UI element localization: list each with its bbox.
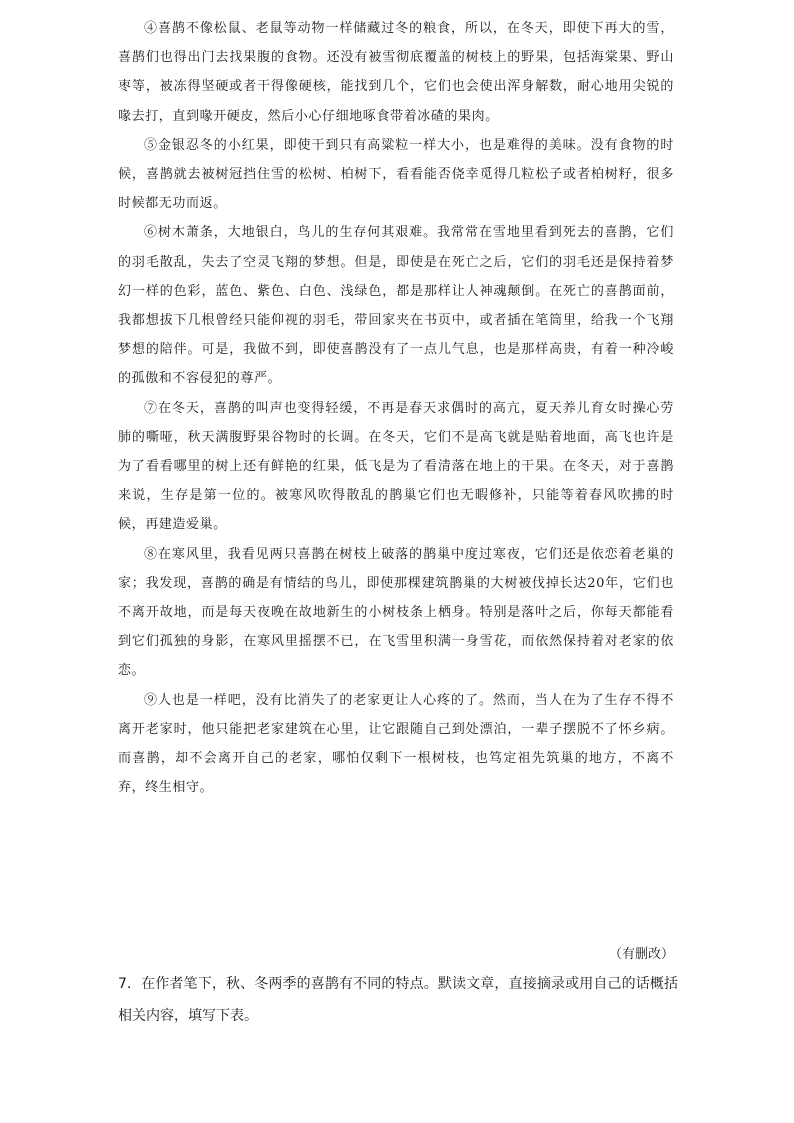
source-note: （有删改） [608,947,674,962]
paragraph-6: ⑥树木萧条，大地银白，鸟儿的生存何其艰难。我常常在雪地里看到死去的喜鹊，它们的羽毛散乱，失去了空灵飞翔的梦想。但是，即使是在死亡之后，它们的羽毛还是保持着梦幻一样的色彩，蓝色、紫色、白色、浅绿色，都是那样让人神魂颠倒。在死亡的喜鹊面前，我都想拔下几根曾经只能仰视的羽毛，带回家夹在书页中，或者插在笔筒里，给我一个飞翔梦想的陪伴。可是，我做不到，即使喜鹊没有了一点儿气息，也是那样高贵，有着一种冷峻的孤傲和不容侵犯的尊严。 [118,225,674,387]
paragraph-7: ⑦在冬天，喜鹊的叫声也变得轻缓，不再是春天求偶时的高亢，夏天养儿育女时操心劳肺的嘶哑，秋天满腹野果谷物时的长调。在冬天，它们不是高飞就是贴着地面，高飞也许是为了看看哪里的树上还有鲜艳的红果，低飞是为了看清落在地上的干果。在冬天，对于喜鹊来说，生存是第一位的。被寒风吹得散乱的鹊巢它们也无暇修补，只能等着春风吹拂的时候，再建造爱巢。 [118,400,674,533]
paragraph-9: ⑨人也是一样吧，没有比消失了的老家更让人心疼的了。然而，当人在为了生存不得不离开老家时，他只能把老家建筑在心里，让它跟随自己到处漂泊，一辈子摆脱不了怀乡病。而喜鹊，却不会离开自己的老家，哪怕仅剩下一根树枝，也笃定祖先筑巢的地方，不离不弃，终生相守。 [118,692,674,796]
paragraph-8: ⑧在寒风里，我看见两只喜鹊在树枝上破落的鹊巢中度过寒夜，它们还是依恋着老巢的家；我发现，喜鹊的确是有情结的鸟儿，即使那棵建筑鹊巢的大树被伐掉长达20年，它们也不离开故地，而是每天夜晚在故地新生的小树枝条上栖身。特别是落叶之后，你每天都能看到它们孤独的身影，在寒风里摇摆不已，在飞雪里积满一身雪花，而依然保持着对老家的依恋。 [118,546,674,679]
paragraph-4: ④喜鹊不像松鼠、老鼠等动物一样储藏过冬的粮食，所以，在冬天，即使下再大的雪，喜鹊们也得出门去找果腹的食物。还没有被雪彻底覆盖的树枝上的野果，包括海棠果、野山枣等，被冻得坚硬或者干得像硬核，能找到几个，它们也会使出浑身解数，耐心地用尖锐的喙去打，直到喙开硬皮，然后小心仔细地啄食带着冰碴的果肉。 [118,21,674,124]
question-7: 7．在作者笔下，秋、冬两季的喜鹊有不同的特点。默读文章，直接摘录或用自己的话概括相关内容，填写下表。 [118,976,678,1024]
reading-passage [118,14,674,802]
paragraph-5: ⑤金银忍冬的小红果，即使干到只有高粱粒一样大小，也是难得的美味。没有食物的时候，喜鹊就去被树冠挡住雪的松树、柏树下，看看能否侥幸觅得几粒松子或者柏树籽，很多时候都无功而返。 [118,137,674,212]
